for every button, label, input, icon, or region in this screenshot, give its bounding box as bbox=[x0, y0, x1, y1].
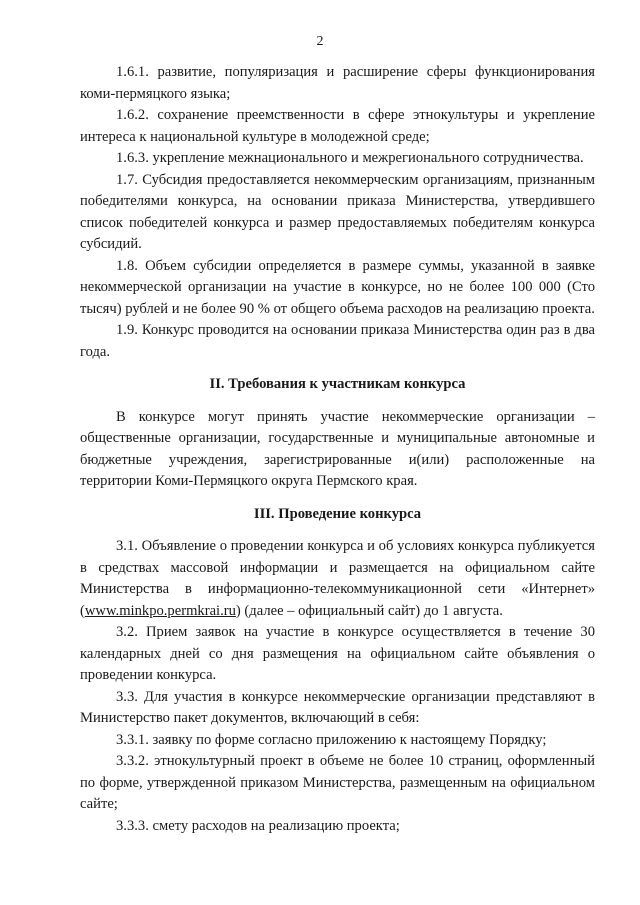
spacer bbox=[80, 363, 595, 374]
paragraph-3-3: 3.3. Для участия в конкурсе некоммерческие организации представляют в Министерство пакет документов, включающий в себя: bbox=[80, 688, 595, 726]
paragraph-3-3-2: 3.3.2. этнокультурный проект в объеме не более 10 страниц, оформленный по форме, утвержденной приказом Министерства, размещенным на официальном сайте; bbox=[80, 753, 595, 812]
section-2-heading: II. Требования к участникам конкурса bbox=[209, 376, 466, 392]
spacer bbox=[80, 493, 595, 504]
paragraph-1-8: 1.8. Объем субсидии определяется в размере суммы, указанной в заявке некоммерческой организации на участие в конкурсе, но не более 100 000 (Сто тысяч) рублей и не более 90 % от общего объема расходов на реализацию проекта. bbox=[80, 257, 595, 317]
paragraph-3-1 bbox=[80, 536, 595, 622]
page-number: 2 bbox=[316, 34, 324, 49]
paragraph-1-6-3: 1.6.3. укрепление межнационального и межрегионального сотрудничества. bbox=[116, 150, 584, 166]
spacer bbox=[80, 525, 595, 536]
document-body bbox=[80, 62, 595, 837]
ministry-website-link[interactable]: www.minkpo.permkrai.ru bbox=[84, 602, 236, 619]
paragraph-3-3-3: 3.3.3. смету расходов на реализацию проекта; bbox=[116, 817, 400, 834]
spacer bbox=[80, 396, 595, 407]
paragraph-1-6-2: 1.6.2. сохранение преемственности в сфере этнокультуры и укрепление интереса к национальной культуре в молодежной среде; bbox=[80, 107, 595, 145]
paragraph-3-1-text-start: 3.1. Объявление о проведении конкурса и об условиях конкурса публикуется в средствах массовой информации и размещается на официальном сайте Министерства в информационно-телекоммуникационной сети «Интернет» ( bbox=[80, 538, 595, 619]
paragraph-3-2: 3.2. Прием заявок на участие в конкурсе осуществляется в течение 30 календарных дней со дня размещения на официальном сайте объявления о проведении конкурса. bbox=[80, 624, 595, 683]
paragraph-3-1-text-end: ) (далее – официальный сайт) до 1 августа. bbox=[235, 602, 503, 619]
paragraph-1-7: 1.7. Субсидия предоставляется некоммерческим организациям, признанным победителями конкурса, на основании приказа Министерства, утвердившего список победителей конкурса и размер предоставляемых победителям конкурса субсидий. bbox=[80, 171, 595, 252]
section-2-paragraph: В конкурсе могут принять участие некоммерческие организации – общественные организации, государственные и муниципальные автономные и бюджетные учреждения, зарегистрированные и(или) расположенные на территории Коми-Пермяцкого округа Пермского края. bbox=[80, 408, 595, 489]
paragraph-1-9: 1.9. Конкурс проводится на основании приказа Министерства один раз в два года. bbox=[80, 322, 595, 360]
paragraph-1-6-1: 1.6.1. развитие, популяризация и расширение сферы функционирования коми-пермяцкого языка; bbox=[80, 64, 595, 102]
section-3-heading: III. Проведение конкурса bbox=[253, 505, 422, 522]
paragraph-3-3-1: 3.3.1. заявку по форме согласно приложению к настоящему Порядку; bbox=[116, 731, 547, 748]
